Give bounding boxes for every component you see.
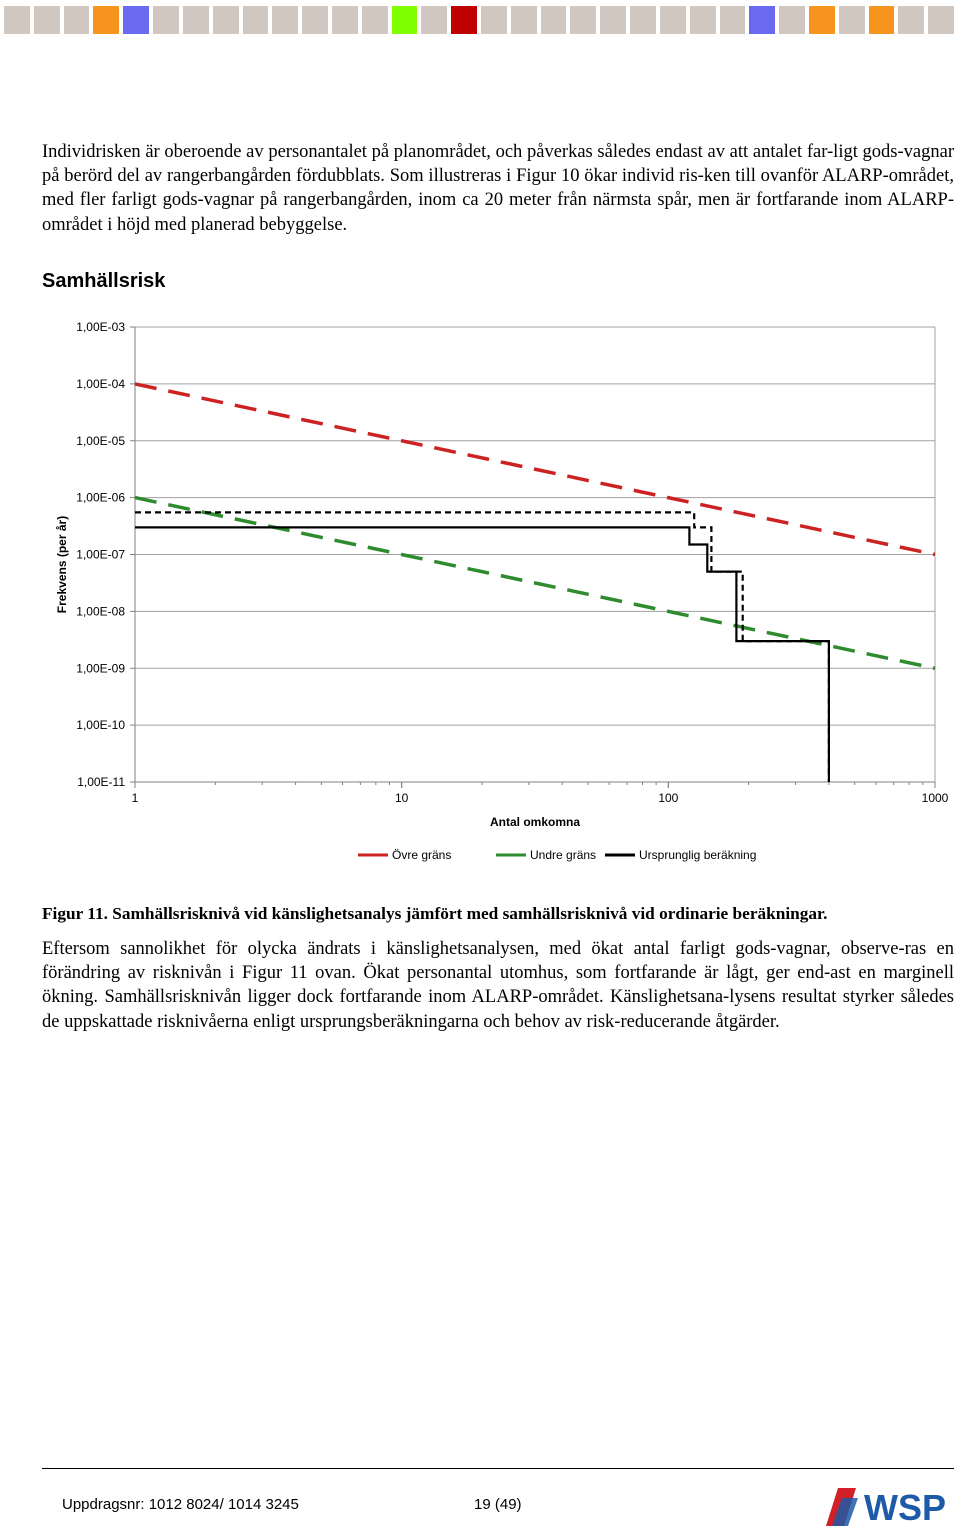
color-swatch [541, 6, 567, 34]
color-swatch [93, 6, 119, 34]
color-swatch [64, 6, 90, 34]
series-line [135, 384, 935, 555]
color-swatch [749, 6, 775, 34]
legend-label: Övre gräns [392, 848, 452, 862]
color-swatch [570, 6, 596, 34]
y-tick-label: 1,00E-11 [77, 775, 125, 789]
color-swatch [839, 6, 865, 34]
y-tick-label: 1,00E-05 [76, 433, 125, 448]
color-swatch [153, 6, 179, 34]
color-swatch [809, 6, 835, 34]
y-tick-label: 1,00E-09 [76, 661, 125, 676]
logo-text: WSP [864, 1487, 947, 1528]
color-swatch [362, 6, 388, 34]
color-swatch [123, 6, 149, 34]
color-swatch [511, 6, 537, 34]
y-tick-label: 1,00E-08 [76, 604, 125, 619]
color-strip [4, 6, 954, 34]
color-swatch [869, 6, 895, 34]
color-swatch [451, 6, 477, 34]
body-paragraph: Eftersom sannolikhet för olycka ändrats i känslighetsanalysen, med ökat antal farligt gods-vagnar, observe-ras en förändring av risknivån i Figur 11 ovan. Ökat personantal utomhus, som fortfarande är lågt, ger end-ast en marginell ökning. Samhällsrisknivån ligger dock fortfarande inom ALARP-området. Känslighetsana-lysens resultat styrker således de uppskattade risknivåerna enligt ursprungsberäkningarna och behov av risk-reducerande åtgärder. [42, 939, 954, 1032]
color-swatch [928, 6, 954, 34]
x-tick-label: 10 [394, 791, 409, 805]
color-swatch [34, 6, 60, 34]
figure-caption: Figur 11. Samhällsrisknivå vid känslighetsanalys jämfört med samhällsrisknivå vid ordinarie beräkningar. [42, 904, 828, 923]
section-heading: Samhällsrisk [42, 270, 166, 292]
legend-label: Undre gräns [530, 848, 597, 862]
y-tick-label: 1,00E-04 [76, 376, 125, 391]
y-tick-label: 1,00E-06 [76, 490, 125, 505]
color-swatch [272, 6, 298, 34]
footer-divider [42, 1468, 954, 1469]
color-swatch [213, 6, 239, 34]
color-swatch [183, 6, 209, 34]
x-axis-title: Antal omkomna [489, 815, 581, 829]
color-swatch [779, 6, 805, 34]
series-line [135, 498, 935, 669]
color-swatch [481, 6, 507, 34]
y-tick-label: 1,00E-03 [76, 320, 125, 334]
series-line [135, 512, 829, 782]
y-axis-title: Frekvens (per år) [55, 515, 69, 614]
color-swatch [392, 6, 418, 34]
color-swatch [302, 6, 328, 34]
color-swatch [421, 6, 447, 34]
wsp-logo [824, 1484, 956, 1528]
color-swatch [600, 6, 626, 34]
x-tick-label: 1 [131, 791, 139, 805]
y-tick-label: 1,00E-07 [76, 547, 125, 562]
color-swatch [898, 6, 924, 34]
footer-page-number: 19 (49) [474, 1496, 522, 1513]
color-swatch [332, 6, 358, 34]
series-line [135, 527, 829, 782]
x-tick-label: 100 [658, 791, 679, 805]
color-swatch [243, 6, 269, 34]
color-swatch [660, 6, 686, 34]
societal-risk-chart [40, 312, 958, 872]
x-tick-label: 1000 [921, 791, 949, 805]
intro-paragraph: Individrisken är oberoende av personantalet på planområdet, och påverkas således endast av att antalet far-ligt gods-vagnar på berörd del av rangerbangården fördubblats. Som illustreras i Figur 10 ökar individ ris-ken till ovanför ALARP-området, med fler farligt gods-vagnar på rangerbangården, inom ca 20 meter från närmsta spår, men är fortfarande inom ALARP-området i höjd med planerad bebyggelse. [42, 142, 954, 235]
color-swatch [4, 6, 30, 34]
footer-assignment-number: Uppdragsnr: 1012 8024/ 1014 3245 [62, 1496, 299, 1513]
legend-label: Ursprunglig beräkning [639, 848, 757, 862]
color-swatch [720, 6, 746, 34]
color-swatch [690, 6, 716, 34]
color-swatch [630, 6, 656, 34]
y-tick-label: 1,00E-10 [76, 718, 125, 733]
